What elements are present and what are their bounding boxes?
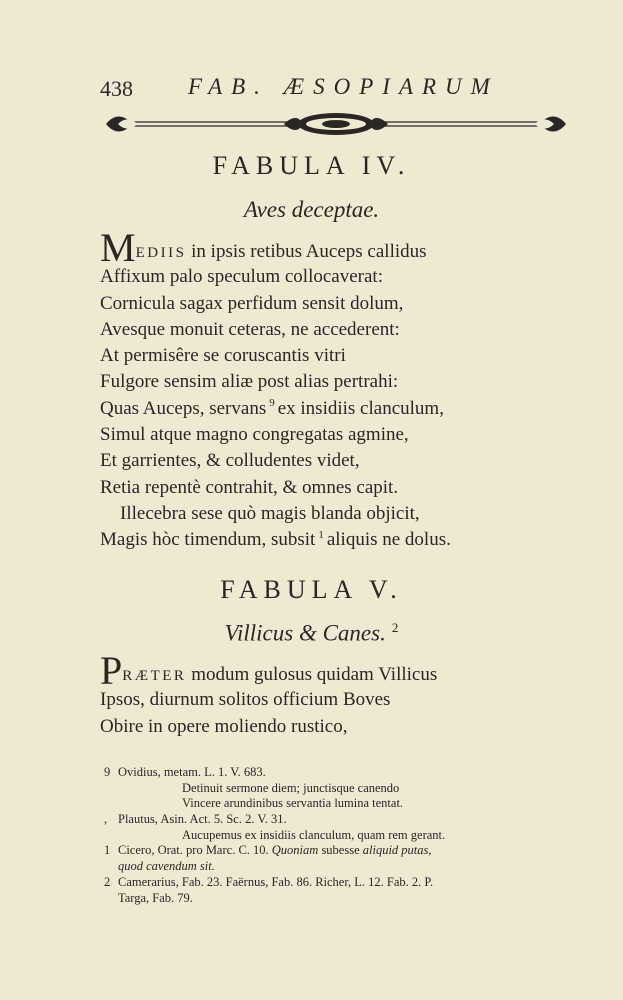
verse-line xyxy=(100,648,540,693)
verse-line: Obire in opere moliendo rustico, xyxy=(100,715,348,737)
verse-line: Cornicula sagax perfidum sensit dolum, xyxy=(100,292,404,314)
footnote-italic: aliquid putas, xyxy=(362,843,432,858)
footnote-line xyxy=(104,843,574,859)
verse-text: in ipsis retibus Auceps callidus xyxy=(186,241,427,262)
footnote-line xyxy=(104,765,574,781)
footnote-number: 2 xyxy=(104,874,111,889)
decorative-rule-ornament xyxy=(104,110,568,138)
verse-text: Magis hòc timendum, subsit xyxy=(100,529,316,551)
footnote-text: Camerarius, Fab. 23. Faërnus, Fab. 86. Richer, L. 12. Fab. 2. P. xyxy=(118,874,434,889)
verse-line: Ipsos, diurnum solitos officium Boves xyxy=(100,689,391,711)
footnote-text: subesse xyxy=(318,843,363,858)
footnote-reference: 9 xyxy=(269,397,275,410)
footnote-line xyxy=(104,875,574,891)
footnote-number: 9 xyxy=(104,765,111,779)
verse-line: Simul atque magno congregatas agmine, xyxy=(100,424,409,446)
footnote-italic: Quoniam xyxy=(271,843,319,858)
running-title: FAB. ÆSOPIARUM xyxy=(188,74,499,99)
verse-line: Avesque monuit ceteras, ne accederent: xyxy=(100,318,400,340)
fable-5-verses xyxy=(100,648,540,740)
verse-line xyxy=(100,396,540,422)
footnote-text: Cicero, Orat. pro Marc. C. 10. xyxy=(118,843,269,858)
verse-line: Affixum palo speculum collocaverat: xyxy=(100,266,383,288)
verse-line: Retia repentè contrahit, & omnes capit. xyxy=(100,476,399,498)
verse-line: Fulgore sensim aliæ post alias pertrahi: xyxy=(100,371,399,393)
fable-4-title: FABULA IV. xyxy=(212,151,411,180)
small-caps-word: RÆTER xyxy=(122,668,187,684)
verse-line: At permisêre se coruscantis vitri xyxy=(100,345,346,367)
footnote-line: Detinuit sermone diem; junctisque canendo xyxy=(182,780,400,795)
footnotes xyxy=(104,765,574,906)
verse-line xyxy=(100,225,540,270)
footnote-line xyxy=(104,812,574,828)
drop-initial: M xyxy=(100,225,136,270)
verse-text: ex insidiis clanculum, xyxy=(277,397,444,419)
footnote-number: 1 xyxy=(104,843,111,858)
subtitle-text: Villicus & Canes. xyxy=(224,620,386,646)
footnote-text: Plautus, Asin. Act. 5. Sc. 2. V. 31. xyxy=(118,812,287,827)
verse-line: Illecebra sese quò magis blanda objicit, xyxy=(120,502,420,524)
fable-4-subtitle: Aves deceptae. xyxy=(243,197,380,222)
verse-text: modum gulosus quidam Villicus xyxy=(186,664,438,685)
drop-initial: P xyxy=(100,648,123,693)
footnote-reference: 1 xyxy=(318,528,324,541)
page-number: 438 xyxy=(100,76,133,101)
footnote-line: Targa, Fab. 79. xyxy=(118,890,193,905)
fable-4-verses xyxy=(100,225,540,554)
verse-text: Quas Auceps, servans xyxy=(100,397,267,419)
fable-5-title: FABULA V. xyxy=(220,575,403,604)
footnote-reference: 2 xyxy=(391,620,399,635)
verse-line xyxy=(100,527,540,553)
verse-text: aliquis ne dolus. xyxy=(326,529,451,551)
footnote-number: , xyxy=(104,812,108,827)
small-caps-word: EDIIS xyxy=(135,245,187,261)
page-header xyxy=(100,74,520,104)
footnote-line: quod cavendum sit. xyxy=(118,859,215,874)
footnote-text: Ovidius, metam. L. 1. V. 683. xyxy=(118,765,266,779)
fable-5-subtitle xyxy=(0,620,623,647)
footnote-line: Vincere arundinibus servantia lumina tentat. xyxy=(182,796,404,811)
verse-line: Et garrientes, & colludentes videt, xyxy=(100,450,360,472)
footnote-line: Aucupemus ex insidiis clanculum, quam rem gerant. xyxy=(182,827,446,842)
